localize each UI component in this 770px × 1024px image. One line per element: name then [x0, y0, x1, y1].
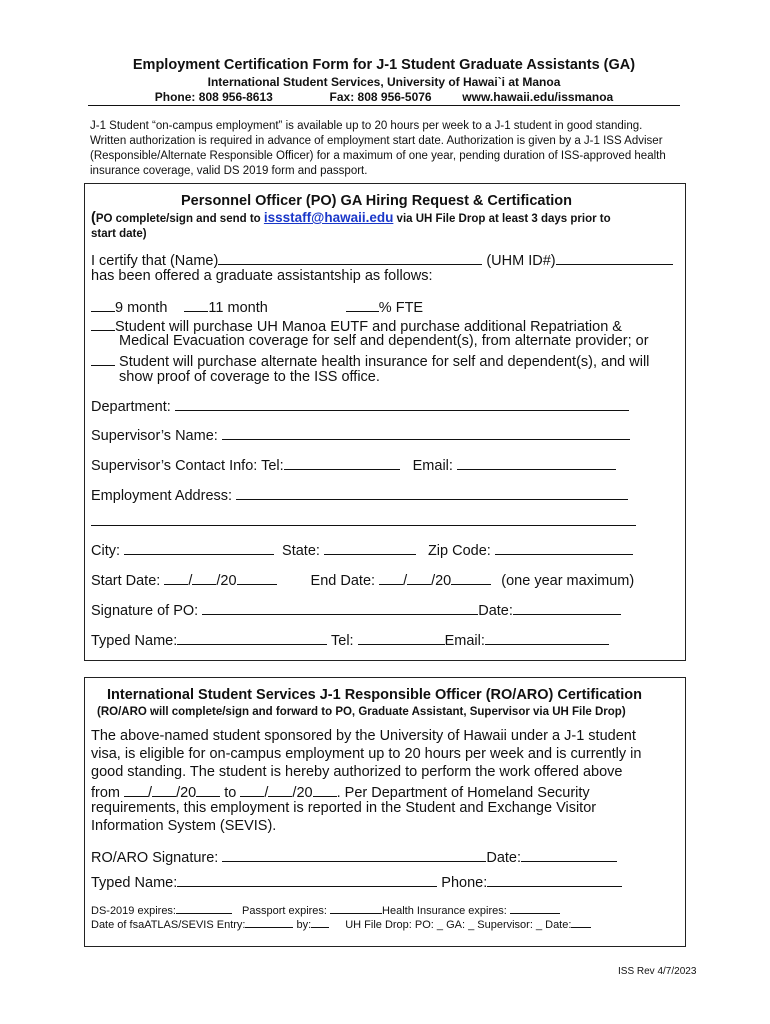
- website-text: www.hawaii.edu/issmanoa: [462, 90, 614, 104]
- start-year-field[interactable]: [237, 570, 277, 585]
- appointment-line: 9 month 11 month % FTE: [91, 297, 423, 316]
- ro-date-field[interactable]: [521, 847, 617, 862]
- ro-body-line-5: requirements, this employment is reported in the Student and Exchange Visitor: [91, 800, 597, 816]
- ro-signature-line: RO/ARO Signature: Date:: [91, 847, 617, 866]
- eleven-month-field[interactable]: [184, 297, 208, 312]
- ro-typed-name-line: Typed Name: Phone:: [91, 872, 622, 891]
- employment-address-line2-field[interactable]: [91, 511, 636, 526]
- form-subtitle: International Student Services, University of Hawai`i at Manoa: [207, 75, 561, 89]
- ro-section: [84, 677, 686, 947]
- end-year-field[interactable]: [451, 570, 491, 585]
- revision-note: ISS Rev 4/7/2023: [618, 966, 697, 977]
- sevis-entry-date-field[interactable]: [245, 916, 293, 928]
- ro-dates-line: from / /20 to / /20 . Per Department of Homeland Security: [91, 782, 590, 801]
- option-alt-line2: show proof of coverage to the ISS office.: [119, 369, 380, 385]
- ro-section-title: International Student Services J-1 Responsible Officer (RO/ARO) Certification: [107, 687, 642, 703]
- department-line: Department:: [91, 396, 629, 415]
- start-day-field[interactable]: [192, 570, 216, 585]
- end-month-field[interactable]: [379, 570, 403, 585]
- po-typed-name-line: Typed Name: Tel: Email:: [91, 630, 609, 649]
- health-insurance-expiry-field[interactable]: [510, 902, 560, 914]
- ro-from-year-field[interactable]: [196, 782, 220, 797]
- end-day-field[interactable]: [407, 570, 431, 585]
- po-signature-field[interactable]: [202, 600, 478, 615]
- alt-insurance-check-field[interactable]: [91, 351, 115, 366]
- phone-text: Phone: 808 956-8613: [154, 90, 273, 104]
- supervisor-tel-field[interactable]: [284, 455, 400, 470]
- contact-line: [88, 90, 680, 104]
- ro-body-line-6: Information System (SEVIS).: [91, 818, 277, 834]
- sevis-entry-line: Date of fsaATLAS/SEVIS Entry: by: UH File Drop: PO: _ GA: _ Supervisor: _ Date:: [91, 916, 591, 931]
- po-typed-name-field[interactable]: [177, 630, 327, 645]
- ro-from-month-field[interactable]: [124, 782, 148, 797]
- option-eutf: Student will purchase UH Manoa EUTF and purchase additional Repatriation &: [91, 316, 622, 335]
- supervisor-email-field[interactable]: [457, 455, 616, 470]
- fax-text: Fax: 808 956-5076: [329, 90, 432, 104]
- nine-month-field[interactable]: [91, 297, 115, 312]
- certify-line: I certify that (Name) (UHM ID#): [91, 250, 673, 269]
- po-signature-line: Signature of PO: Date:: [91, 600, 621, 619]
- fte-field[interactable]: [346, 297, 379, 312]
- start-month-field[interactable]: [164, 570, 188, 585]
- one-year-max-note: (one year maximum): [501, 573, 635, 589]
- issstaff-email-link[interactable]: issstaff@hawaii.edu: [263, 210, 394, 225]
- zip-field[interactable]: [495, 540, 633, 555]
- sevis-entry-by-field[interactable]: [311, 916, 329, 928]
- ro-to-month-field[interactable]: [240, 782, 264, 797]
- ro-to-day-field[interactable]: [268, 782, 292, 797]
- offered-text: has been offered a graduate assistantship as follows:: [91, 268, 433, 284]
- student-name-field[interactable]: [218, 250, 482, 265]
- header-divider: [88, 105, 680, 106]
- uhm-id-field[interactable]: [556, 250, 673, 265]
- city-state-zip-line: City: State: Zip Code:: [91, 540, 633, 559]
- po-email-field[interactable]: [485, 630, 609, 645]
- ro-typed-name-field[interactable]: [177, 872, 437, 887]
- employment-address-field[interactable]: [236, 485, 628, 500]
- po-instruction: (PO complete/sign and send to issstaff@hawaii.edu via UH File Drop at least 3 days prior to: [91, 210, 611, 226]
- ro-instruction: (RO/ARO will complete/sign and forward to PO, Graduate Assistant, Supervisor via UH File Drop): [97, 706, 626, 718]
- supervisor-contact-line: Supervisor’s Contact Info: Tel: Email:: [91, 455, 616, 474]
- ro-from-day-field[interactable]: [152, 782, 176, 797]
- city-field[interactable]: [124, 540, 274, 555]
- expiry-line: DS-2019 expires: Passport expires: Health Insurance expires:: [91, 902, 560, 917]
- po-section-title: Personnel Officer (PO) GA Hiring Request & Certification: [181, 193, 573, 209]
- form-title: Employment Certification Form for J-1 Student Graduate Assistants (GA): [132, 57, 636, 73]
- po-tel-field[interactable]: [358, 630, 445, 645]
- dates-line: Start Date: / /20 End Date: / /20 (one year maximum): [91, 570, 634, 589]
- ro-phone-field[interactable]: [487, 872, 622, 887]
- option-alt: Student will purchase alternate health insurance for self and dependent(s), and will: [91, 351, 649, 370]
- ro-body-line-1: The above-named student sponsored by the University of Hawaii under a J-1 student: [91, 728, 636, 744]
- ro-to-year-field[interactable]: [313, 782, 337, 797]
- ro-body-line-2: visa, is eligible for on-campus employment up to 20 hours per week and is currently in: [91, 746, 642, 762]
- supervisor-name-field[interactable]: [222, 425, 630, 440]
- ds2019-expiry-field[interactable]: [176, 902, 232, 914]
- eutf-check-field[interactable]: [91, 316, 115, 331]
- address-line2: [91, 511, 636, 530]
- state-field[interactable]: [324, 540, 416, 555]
- ro-signature-field[interactable]: [222, 847, 486, 862]
- po-date-field[interactable]: [513, 600, 621, 615]
- passport-expiry-field[interactable]: [330, 902, 382, 914]
- intro-paragraph: J-1 Student “on-campus employment” is available up to 20 hours per week to a J-1 student in good standing. Written authorization is required in advance of employment start date. Authorization is given by a J-1 ISS Adviser (Responsible/Alternate Responsible Officer) for a maximum of one year, pending duration of ISS-approved health insurance coverage, valid DS 2019 form and passport.: [90, 120, 666, 177]
- department-field[interactable]: [175, 396, 629, 411]
- option-eutf-line2: Medical Evacuation coverage for self and dependent(s), from alternate provider; or: [119, 333, 649, 349]
- po-section: [84, 183, 686, 661]
- file-drop-date-field[interactable]: [571, 916, 591, 928]
- po-instruction-line2: start date): [91, 228, 147, 240]
- employment-address-line: Employment Address:: [91, 485, 628, 504]
- supervisor-name-line: Supervisor’s Name:: [91, 425, 630, 444]
- ro-body-line-3: good standing. The student is hereby authorized to perform the work offered above: [91, 764, 623, 780]
